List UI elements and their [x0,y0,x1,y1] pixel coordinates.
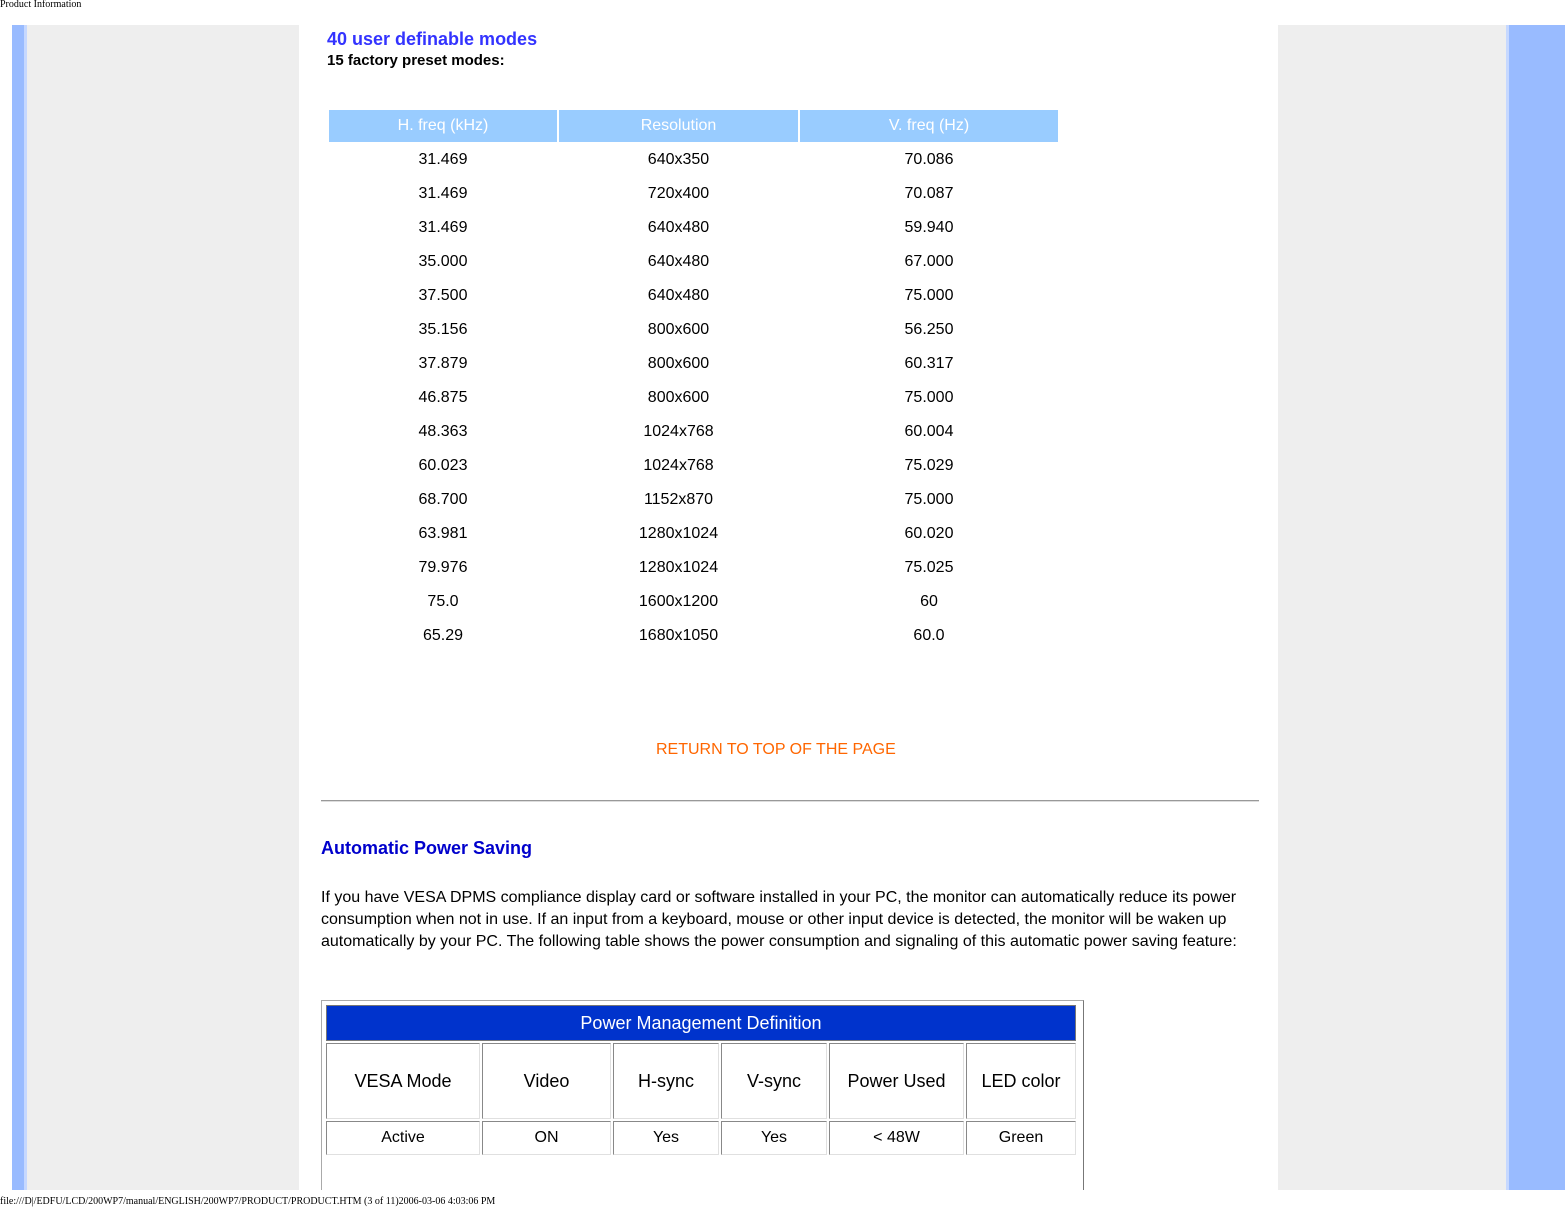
table-row [329,178,1058,210]
cell-hfreq: 79.976 [418,559,468,576]
cell-vfreq: 60.0 [913,627,945,644]
table-row [329,586,1058,618]
cell-resolution: 800x600 [647,355,710,372]
cell-resolution: 1024x768 [643,457,714,474]
user-modes-title: 40 user definable modes [327,29,538,49]
power-management-title: Power Management Definition [326,1005,1076,1041]
cell-resolution: 800x600 [647,321,710,338]
cell-resolution: 800x600 [647,389,710,406]
cell-hfreq: 37.879 [418,355,468,372]
column-header-resolution: Resolution [559,110,798,142]
cell-hfreq: 65.29 [422,627,464,644]
table-row [329,212,1058,244]
cell-vfreq: 59.940 [904,219,954,236]
preset-modes-table [327,108,1060,654]
cell-hfreq: 75.0 [427,593,459,610]
pm-cell-power-used: < 48W [829,1121,964,1155]
table-row [329,280,1058,312]
cell-resolution: 1280x1024 [638,559,719,576]
pm-header-hsync: H-sync [613,1043,719,1119]
cell-vfreq: 75.000 [904,389,954,406]
cell-resolution: 1280x1024 [638,525,719,542]
table-row [329,450,1058,482]
table-row [329,348,1058,380]
cell-vfreq: 75.029 [904,457,954,474]
cell-resolution: 1600x1200 [638,593,719,610]
cell-vfreq: 75.000 [904,491,954,508]
power-saving-title: Automatic Power Saving [321,838,533,858]
cell-resolution: 720x400 [647,185,710,202]
cell-vfreq: 67.000 [904,253,954,270]
preset-modes-subtitle: 15 factory preset modes: [327,52,505,69]
cell-vfreq: 70.086 [904,151,954,168]
cell-resolution: 640x480 [647,253,710,270]
left-gray-panel [27,25,299,1190]
cell-hfreq: 63.981 [418,525,468,542]
cell-hfreq: 35.156 [418,321,468,338]
cell-vfreq: 70.087 [904,185,954,202]
pm-header-video: Video [482,1043,611,1119]
cell-hfreq: 31.469 [418,151,468,168]
cell-resolution: 640x480 [647,219,710,236]
table-row [329,382,1058,414]
column-header-hfreq: H. freq (kHz) [329,110,557,142]
cell-vfreq: 60.020 [904,525,954,542]
pm-header-vsync: V-sync [721,1043,827,1119]
cell-hfreq: 31.469 [418,185,468,202]
power-management-table [324,1003,1078,1157]
pm-header-led-color: LED color [966,1043,1076,1119]
cell-hfreq: 48.363 [418,423,468,440]
cell-vfreq: 60.317 [904,355,954,372]
table-row [329,484,1058,516]
right-gray-panel [1278,25,1506,1190]
cell-resolution: 640x350 [647,151,710,168]
table-row [329,144,1058,176]
table-row [329,518,1058,550]
cell-hfreq: 46.875 [418,389,468,406]
section-divider [321,800,1259,802]
left-blue-bar [12,25,24,1190]
cell-vfreq: 60 [920,593,938,610]
cell-resolution: 1152x870 [643,491,714,508]
table-row [329,416,1058,448]
column-header-vfreq: V. freq (Hz) [800,110,1058,142]
cell-hfreq: 31.469 [418,219,468,236]
pm-header-row [326,1043,1076,1119]
cell-resolution: 1680x1050 [638,627,719,644]
cell-hfreq: 68.700 [418,491,468,508]
table-row [329,246,1058,278]
table-row [329,314,1058,346]
pm-cell-vsync: Yes [721,1121,827,1155]
cell-vfreq: 75.000 [904,287,954,304]
cell-hfreq: 60.023 [418,457,468,474]
table-header-row [329,110,1058,142]
table-row [326,1121,1076,1155]
pm-header-power-used: Power Used [829,1043,964,1119]
table-row [329,552,1058,584]
power-saving-paragraph: If you have VESA DPMS compliance display card or software installed in your PC, the monitor can automatically reduce its power consumption when not in use. If an input from a keyboard, mouse or other input device is detected, the monitor will be waken up automatically by your PC. The following table shows the power consumption and signaling of this automatic power saving feature: [321,889,1237,950]
page-footer-path: file:///D|/EDFU/LCD/200WP7/manual/ENGLISH/200WP7/PRODUCT/PRODUCT.HTM (3 of 11)2006-03-06 4:03:06 PM [0,1196,496,1207]
cell-resolution: 1024x768 [643,423,714,440]
cell-hfreq: 35.000 [418,253,468,270]
table-row [329,620,1058,652]
pm-cell-led-color: Green [966,1121,1076,1155]
page-header-title: Product Information [0,0,82,10]
cell-vfreq: 56.250 [904,321,954,338]
cell-vfreq: 75.025 [904,559,954,576]
pm-header-vesa-mode: VESA Mode [326,1043,480,1119]
return-to-top-link[interactable]: RETURN TO TOP OF THE PAGE [656,741,896,758]
cell-hfreq: 37.500 [418,287,468,304]
pm-cell-video: ON [482,1121,611,1155]
pm-cell-vesa-mode: Active [326,1121,480,1155]
cell-resolution: 640x480 [647,287,710,304]
right-blue-bar [1509,25,1565,1190]
cell-vfreq: 60.004 [904,423,954,440]
power-management-frame [321,1000,1084,1190]
pm-cell-hsync: Yes [613,1121,719,1155]
